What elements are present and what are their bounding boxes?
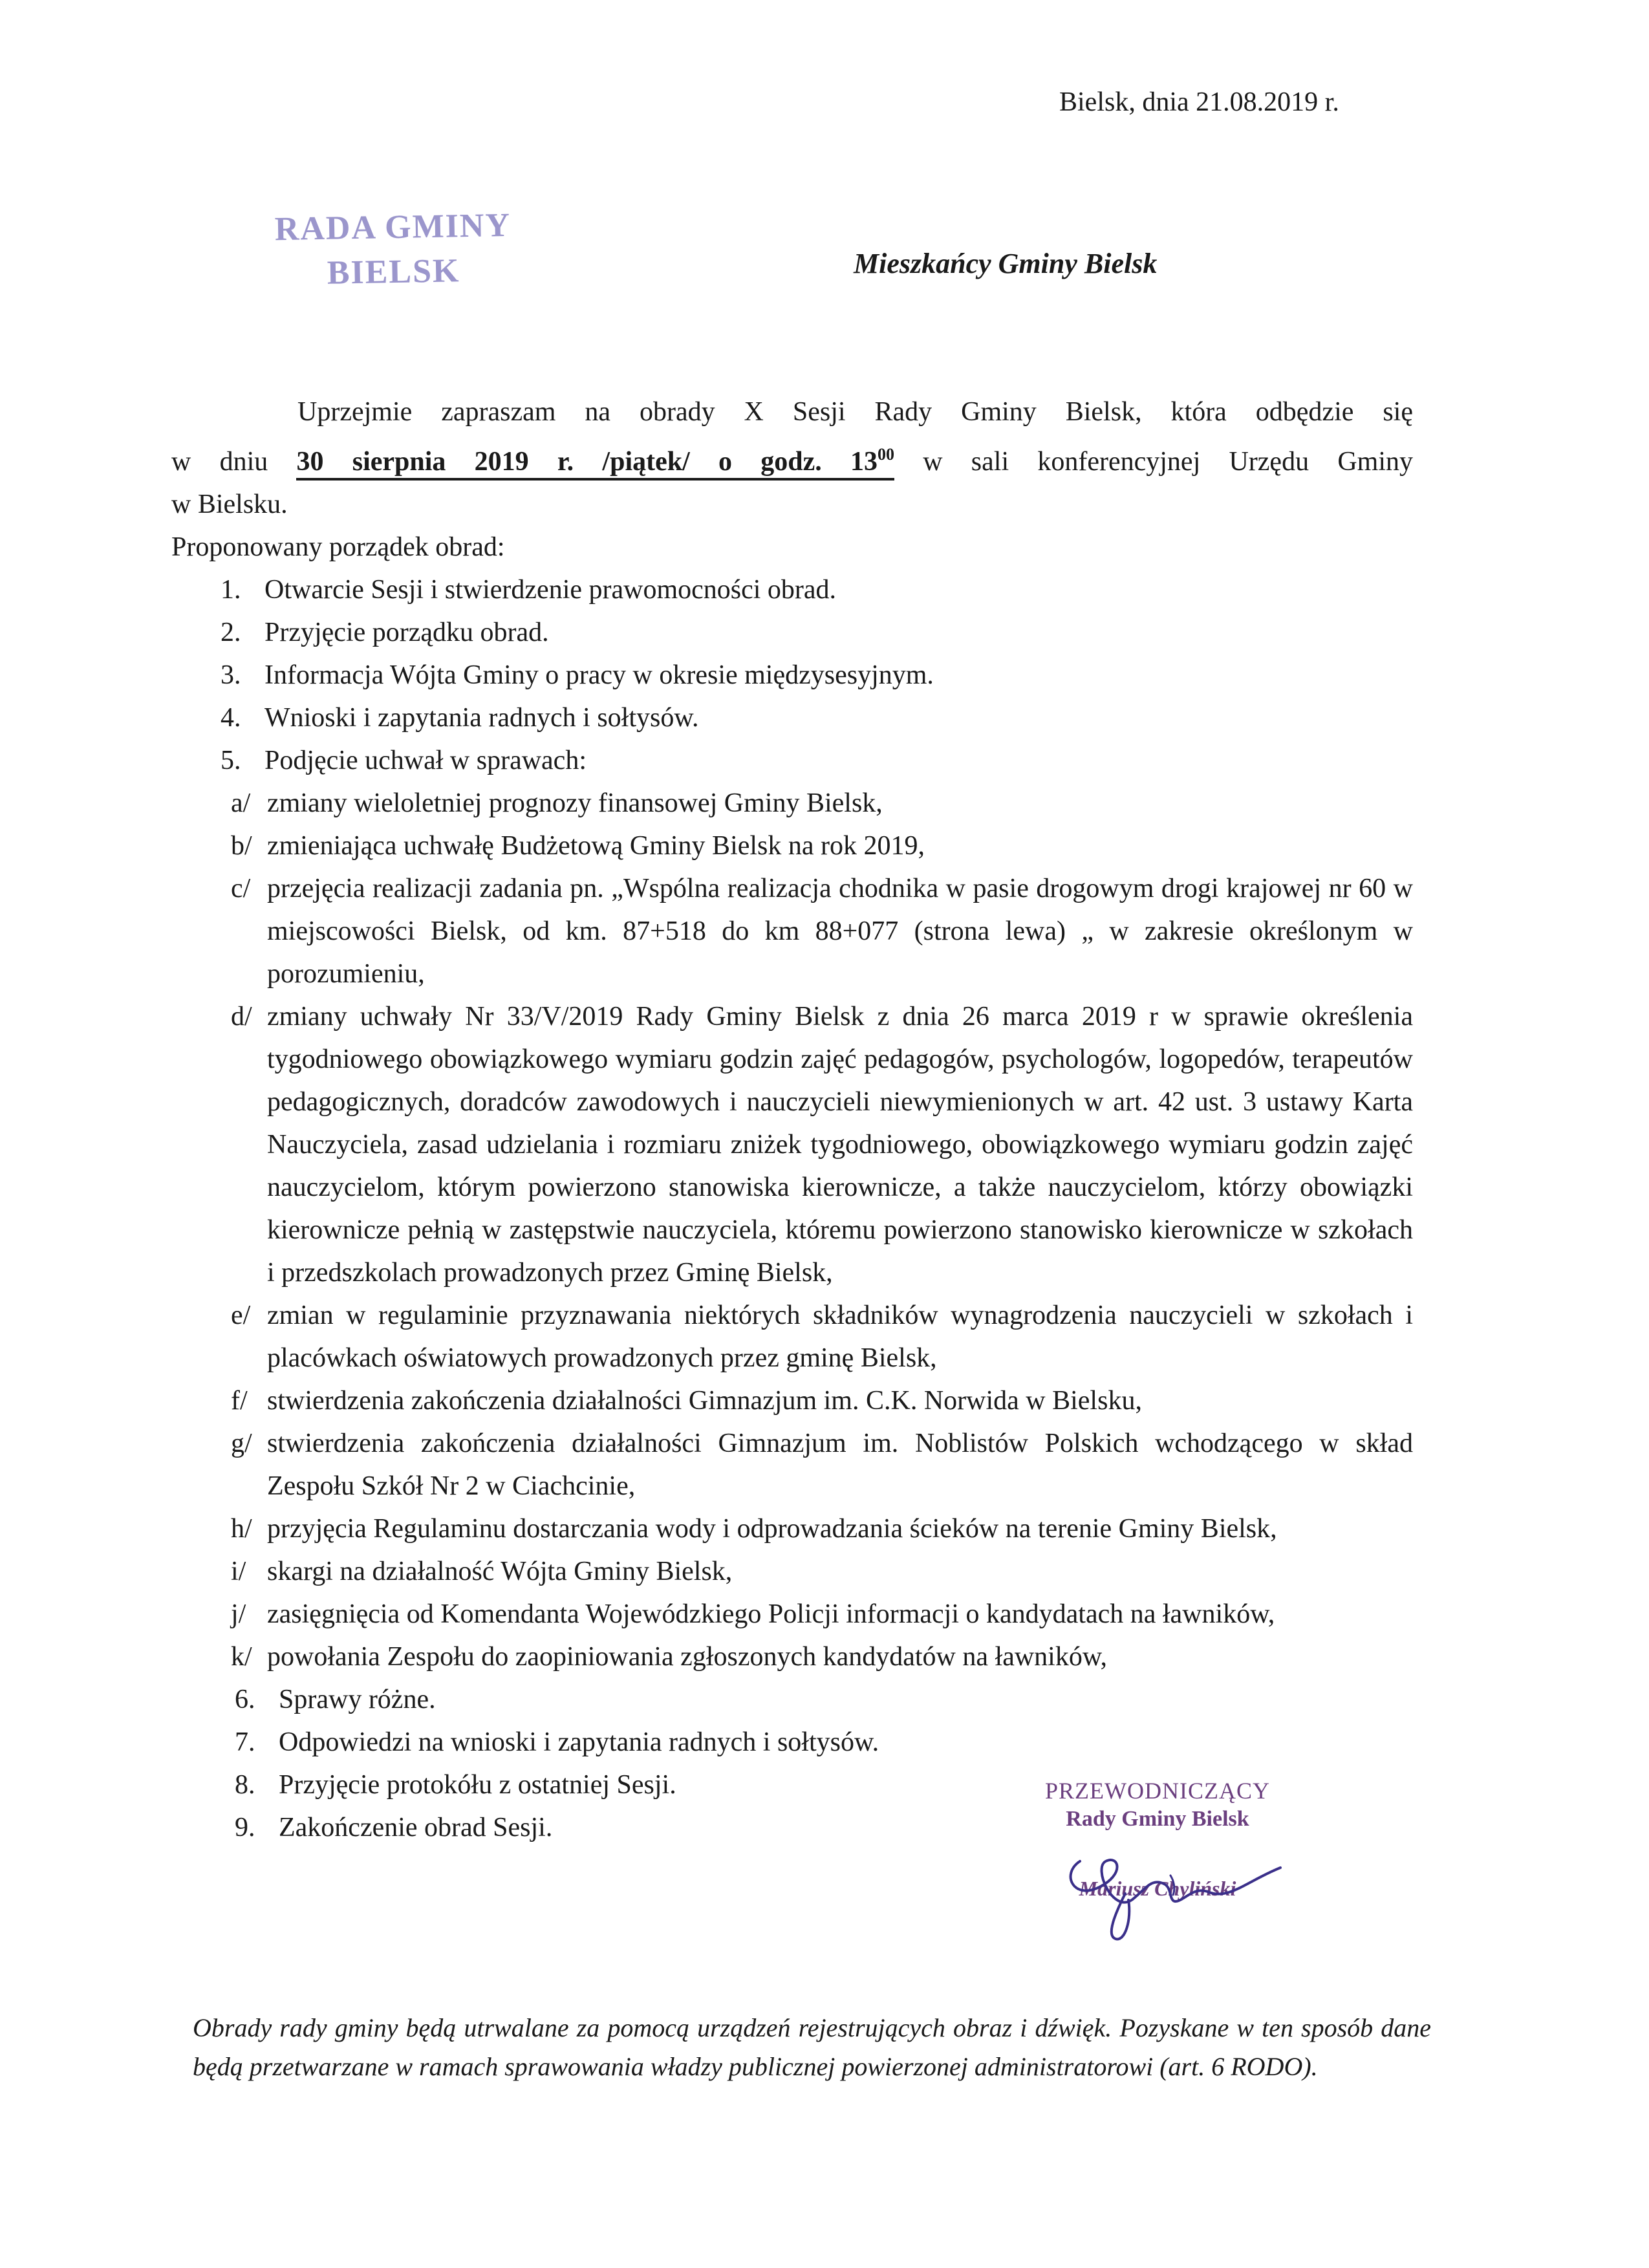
agenda-sub-item-text: powołania Zespołu do zaopiniowania zgłoszonych kandydatów na ławników, — [267, 1642, 1107, 1672]
signature-name: Mariusz Chyliński — [1079, 1877, 1236, 1900]
agenda-sub-item-number: j/ — [231, 1599, 246, 1629]
agenda-sublist — [171, 782, 1413, 1678]
stamp-line-2: BIELSK — [327, 252, 460, 292]
signature-subtitle: Rady Gminy Bielsk — [1066, 1807, 1249, 1831]
agenda-tail-item — [171, 1721, 1413, 1764]
agenda-item-number: 1. — [221, 575, 241, 605]
agenda-tail-item-text: Odpowiedzi na wnioski i zapytania radnych i sołtysów. — [279, 1727, 879, 1757]
council-stamp — [250, 203, 536, 297]
agenda-item-text: Podjęcie uchwał w sprawach: — [264, 746, 587, 775]
agenda-item — [171, 568, 1413, 611]
chairman-signature-block — [1009, 1777, 1306, 1901]
agenda-sub-item-text: przyjęcia Regulaminu dostarczania wody i odprowadzania ścieków na terenie Gminy Bielsk, — [267, 1514, 1277, 1544]
agenda-item-number: 5. — [221, 746, 241, 775]
agenda-tail-item — [171, 1678, 1413, 1721]
agenda-sub-item-number: k/ — [231, 1642, 252, 1672]
intro-line-2 — [171, 433, 1413, 483]
handwritten-signature — [1035, 1816, 1306, 1945]
agenda-sub-item — [171, 995, 1413, 1294]
agenda-sub-item — [171, 1593, 1413, 1636]
agenda-item — [171, 611, 1413, 654]
agenda-sub-item-number: d/ — [231, 1002, 252, 1031]
agenda-sub-item — [171, 1422, 1413, 1507]
meeting-date-highlight — [296, 447, 894, 481]
agenda-title: Proponowany porządek obrad: — [171, 532, 505, 562]
agenda-item — [171, 739, 1413, 782]
agenda-sub-item-text: zmieniająca uchwałę Budżetową Gminy Bielsk na rok 2019, — [267, 831, 925, 861]
agenda-item-text: Informacja Wójta Gminy o pracy w okresie międzysesyjnym. — [264, 660, 934, 690]
agenda-list — [171, 568, 1413, 782]
agenda-tail-item-number: 7. — [235, 1727, 255, 1757]
agenda-sub-item-text: zasięgnięcia od Komendanta Wojewódzkiego Policji informacji o kandydatach na ławników, — [267, 1599, 1275, 1629]
intro-line-1: Uprzejmie zapraszam na obrady X Sesji Rady Gminy Bielsk, która odbędzie się — [297, 397, 1413, 427]
agenda-sub-item — [171, 1294, 1413, 1379]
agenda-sub-item — [171, 825, 1413, 867]
agenda-sub-item-text: zmian w regulaminie przyznawania niektórych składników wynagrodzenia nauczycieli w szkołach i placówkach oświatowych prowadzonych przez gminę Bielsk, — [267, 1301, 1413, 1373]
letter-body — [171, 391, 1413, 1849]
document-date: Bielsk, dnia 21.08.2019 r. — [1059, 87, 1339, 117]
gdpr-notice: Obrady rady gminy będą utrwalane za pomocą urządzeń rejestrujących obraz i dźwięk. Pozyskane w ten sposób dane będą przetwarzane w ramach sprawowania władzy publicznej powierzonej administratorowi (art. 6 RODO). — [193, 2013, 1431, 2081]
signature-title: PRZEWODNICZĄCY — [1045, 1778, 1270, 1804]
addressee: Mieszkańcy Gminy Bielsk — [854, 248, 1158, 279]
agenda-tail-item-number: 8. — [235, 1770, 255, 1800]
agenda-sub-item-text: stwierdzenia zakończenia działalności Gimnazjum im. C.K. Norwida w Bielsku, — [267, 1386, 1142, 1416]
agenda-sub-item-number: i/ — [231, 1557, 246, 1586]
agenda-sub-item — [171, 1507, 1413, 1550]
intro-line-2-suffix: w sali konferencyjnej Urzędu Gminy — [894, 447, 1413, 477]
agenda-tail-item-text: Zakończenie obrad Sesji. — [279, 1813, 553, 1842]
agenda-sub-item-text: przejęcia realizacji zadania pn. „Wspólna realizacja chodnika w pasie drogowym drogi krajowej nr 60 w miejscowości Bielsk, od km. 87+518 do km 88+077 (strona lewa) „ w zakresie określonym w porozumieniu, — [267, 874, 1413, 989]
agenda-item — [171, 654, 1413, 697]
agenda-sub-item-number: h/ — [231, 1514, 252, 1544]
agenda-sub-item-text: skargi na działalność Wójta Gminy Bielsk, — [267, 1557, 733, 1586]
agenda-sub-item-text: zmiany uchwały Nr 33/V/2019 Rady Gminy Bielsk z dnia 26 marca 2019 r w sprawie określenia tygodniowego obowiązkowego wymiaru godzin zajęć pedagogów, psychologów, logopedów, terapeutów pedagogicznych, doradców zawodowych i nauczycieli niewymienionych w art. 42 ust. 3 ustawy Karta Nauczyciela, zasad udzielania i rozmiaru zniżek tygodniowego, obowiązkowego wymiaru godzin zajęć nauczycielom, którym powierzono stanowiska kierownicze, a także nauczycielom, którzy obowiązki kierownicze pełnią w zastępstwie nauczyciela, któremu powierzono stanowisko kierownicze w szkołach i przedszkolach prowadzonych przez Gminę Bielsk, — [267, 1002, 1413, 1288]
meeting-date-text: 30 sierpnia 2019 r. /piątek/ o godz. 13 — [296, 447, 878, 477]
intro-line-3: w Bielsku. — [171, 490, 288, 519]
agenda-sub-item-number: b/ — [231, 831, 252, 861]
agenda-item-text: Przyjęcie porządku obrad. — [264, 618, 549, 647]
agenda-item — [171, 697, 1413, 739]
agenda-sub-item-number: g/ — [231, 1429, 252, 1458]
agenda-sub-item — [171, 1550, 1413, 1593]
agenda-item-number: 4. — [221, 703, 241, 733]
agenda-item-number: 3. — [221, 660, 241, 690]
meeting-time-minutes: 00 — [877, 445, 894, 464]
agenda-sub-item-number: c/ — [231, 874, 251, 903]
agenda-tail-item-number: 9. — [235, 1813, 255, 1842]
agenda-sub-item — [171, 782, 1413, 825]
agenda-sub-item-number: a/ — [231, 788, 251, 818]
agenda-sub-item — [171, 867, 1413, 995]
agenda-sub-item — [171, 1636, 1413, 1678]
intro-line-2-prefix: w dniu — [171, 447, 297, 477]
agenda-sub-item-number: e/ — [231, 1301, 251, 1330]
stamp-line-1: RADA GMINY — [274, 206, 512, 248]
agenda-tail-item-text: Przyjęcie protokółu z ostatniej Sesji. — [279, 1770, 676, 1800]
agenda-item-text: Otwarcie Sesji i stwierdzenie prawomocności obrad. — [264, 575, 837, 605]
agenda-sub-item — [171, 1379, 1413, 1422]
agenda-sub-item-text: zmiany wieloletniej prognozy finansowej Gminy Bielsk, — [267, 788, 883, 818]
agenda-sub-item-number: f/ — [231, 1386, 248, 1416]
agenda-tail-item-text: Sprawy różne. — [279, 1685, 436, 1714]
agenda-item-text: Wnioski i zapytania radnych i sołtysów. — [264, 703, 699, 733]
agenda-sub-item-text: stwierdzenia zakończenia działalności Gimnazjum im. Noblistów Polskich wchodzącego w skład Zespołu Szkół Nr 2 w Ciachcinie, — [267, 1429, 1413, 1501]
agenda-tail-item-number: 6. — [235, 1685, 255, 1714]
agenda-item-number: 2. — [221, 618, 241, 647]
